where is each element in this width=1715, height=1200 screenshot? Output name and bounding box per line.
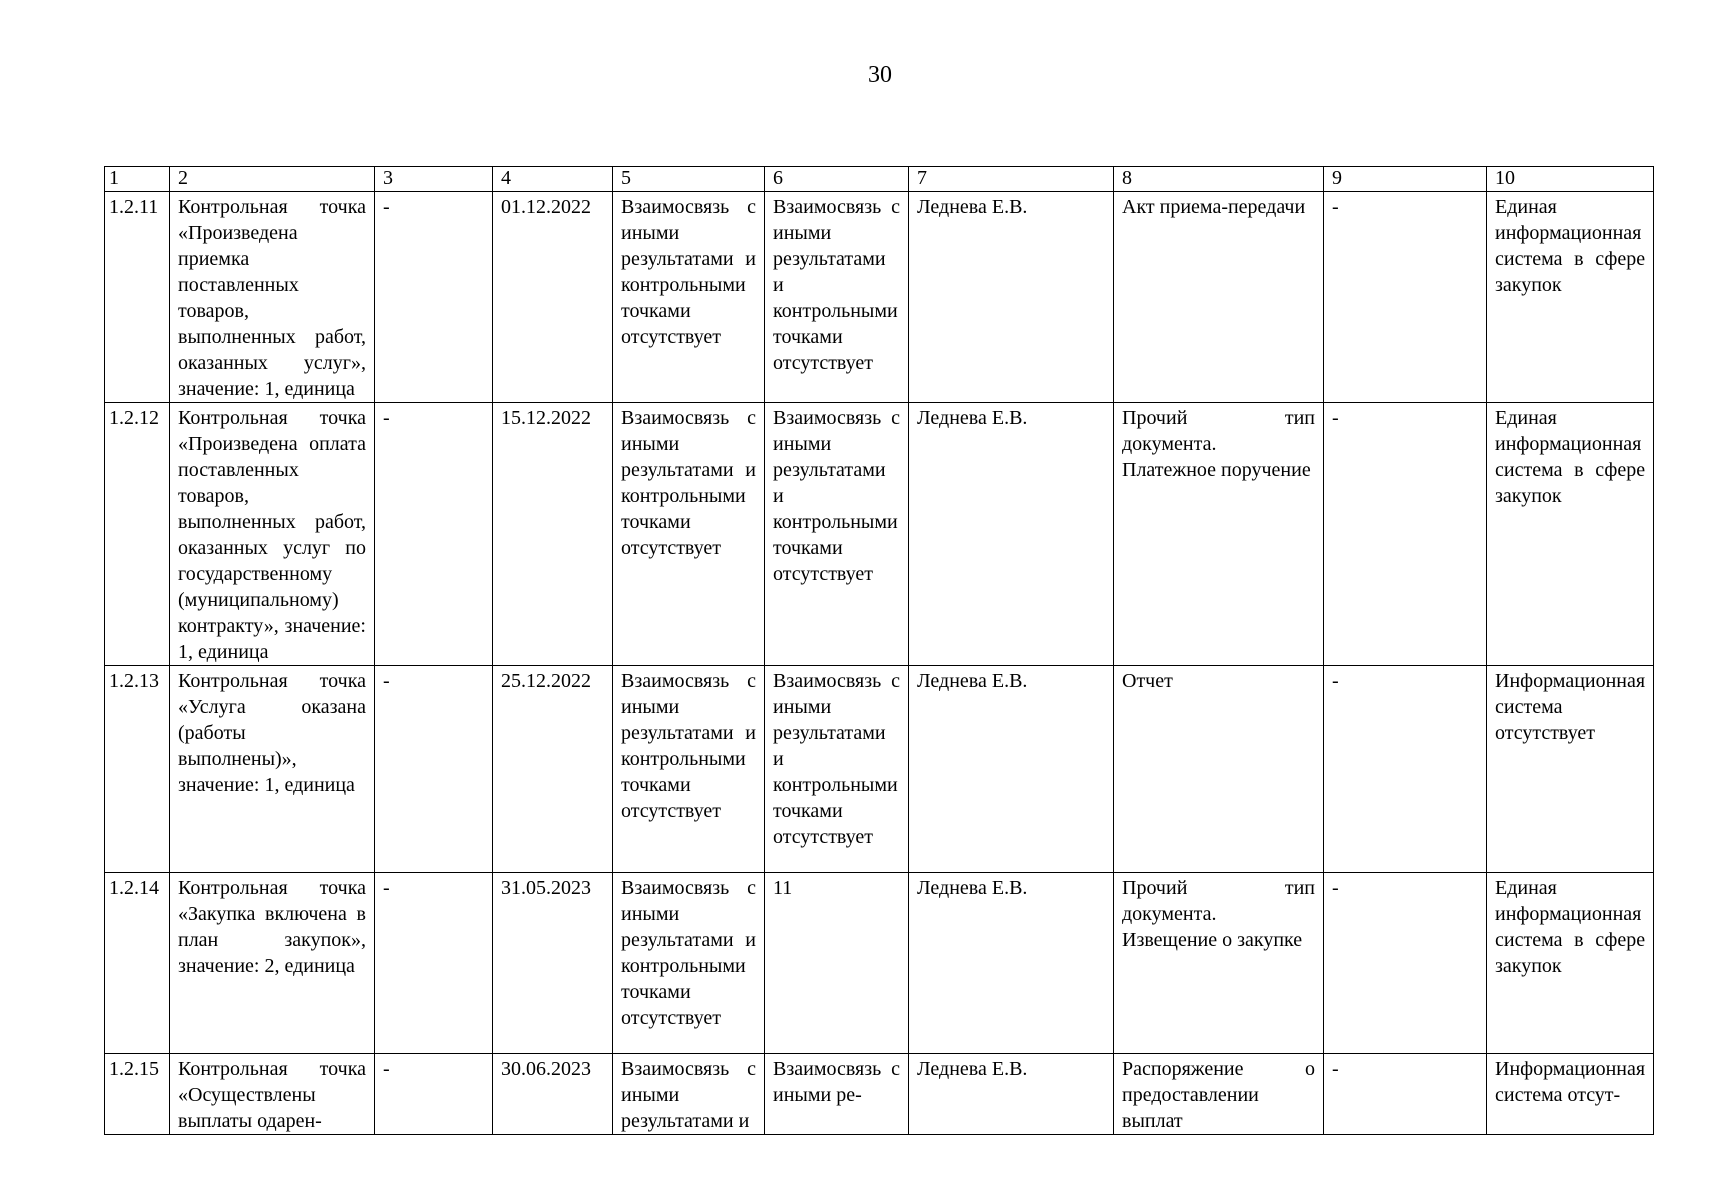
page-number: 30 <box>868 62 892 88</box>
information-system: Информационная система отсут- <box>1487 1054 1654 1135</box>
relationship-text-2: Взаимосвязь с иными результатами и контрольными точками отсутствует <box>765 192 909 403</box>
relationship-text-2: 11 <box>765 873 909 1054</box>
information-system: Единая информационная система в сфере закупок <box>1487 192 1654 403</box>
relationship-text-2: Взаимосвязь с иными результатами и контрольными точками отсутствует <box>765 403 909 666</box>
deadline-date: 31.05.2023 <box>493 873 613 1054</box>
column-header-4: 4 <box>493 167 613 192</box>
column-header-6: 6 <box>765 167 909 192</box>
relationship-text-2: Взаимосвязь с иными ре- <box>765 1054 909 1135</box>
relationship-text: Взаимосвязь с иными результатами и контрольными точками отсутствует <box>613 873 765 1054</box>
document-type: Акт приема-передачи <box>1114 192 1324 403</box>
event-description: Контрольная точка «Осуществлены выплаты одарен- <box>170 1054 375 1135</box>
column-9-value: - <box>1324 403 1487 666</box>
responsible-person: Леднева Е.В. <box>909 666 1114 873</box>
event-description: Контрольная точка «Произведена оплата поставленных товаров, выполненных работ, оказанных услуг по государственному (муниципальному) контракту», значение: 1, единица <box>170 403 375 666</box>
column-header-1: 1 <box>105 167 170 192</box>
column-9-value: - <box>1324 873 1487 1054</box>
column-3-value: - <box>375 666 493 873</box>
column-9-value: - <box>1324 666 1487 873</box>
column-header-5: 5 <box>613 167 765 192</box>
table-row <box>105 666 1654 873</box>
information-system: Единая информационная система в сфере закупок <box>1487 873 1654 1054</box>
relationship-text: Взаимосвязь с иными результатами и контрольными точками отсутствует <box>613 192 765 403</box>
column-3-value: - <box>375 1054 493 1135</box>
event-description: Контрольная точка «Произведена приемка поставленных товаров, выполненных работ, оказанных услуг», значение: 1, единица <box>170 192 375 403</box>
column-header-10: 10 <box>1487 167 1654 192</box>
column-3-value: - <box>375 873 493 1054</box>
table-row <box>105 192 1654 403</box>
responsible-person: Леднева Е.В. <box>909 403 1114 666</box>
document-type: Распоряжение о предоставлении выплат <box>1114 1054 1324 1135</box>
row-number: 1.2.12 <box>105 403 170 666</box>
deadline-date: 01.12.2022 <box>493 192 613 403</box>
column-header-2: 2 <box>170 167 375 192</box>
responsible-person: Леднева Е.В. <box>909 192 1114 403</box>
document-type: Прочий тип документа. Платежное поручение <box>1114 403 1324 666</box>
relationship-text-2: Взаимосвязь с иными результатами и контрольными точками отсутствует <box>765 666 909 873</box>
deadline-date: 25.12.2022 <box>493 666 613 873</box>
table-row <box>105 1054 1654 1135</box>
column-3-value: - <box>375 192 493 403</box>
table-row <box>105 403 1654 666</box>
column-3-value: - <box>375 403 493 666</box>
relationship-text: Взаимосвязь с иными результатами и контрольными точками отсутствует <box>613 666 765 873</box>
column-9-value: - <box>1324 1054 1487 1135</box>
relationship-text: Взаимосвязь с иными результатами и контрольными точками отсутствует <box>613 403 765 666</box>
column-header-8: 8 <box>1114 167 1324 192</box>
event-description: Контрольная точка «Закупка включена в план закупок», значение: 2, единица <box>170 873 375 1054</box>
plan-table <box>104 166 1654 1135</box>
column-header-9: 9 <box>1324 167 1487 192</box>
document-type: Отчет <box>1114 666 1324 873</box>
relationship-text: Взаимосвязь с иными результатами и <box>613 1054 765 1135</box>
row-number: 1.2.14 <box>105 873 170 1054</box>
table-header-row <box>105 167 1654 192</box>
deadline-date: 30.06.2023 <box>493 1054 613 1135</box>
document-type: Прочий тип документа. Извещение о закупке <box>1114 873 1324 1054</box>
responsible-person: Леднева Е.В. <box>909 1054 1114 1135</box>
event-description: Контрольная точка «Услуга оказана (работы выполнены)», значение: 1, единица <box>170 666 375 873</box>
information-system: Единая информационная система в сфере закупок <box>1487 403 1654 666</box>
column-9-value: - <box>1324 192 1487 403</box>
row-number: 1.2.11 <box>105 192 170 403</box>
deadline-date: 15.12.2022 <box>493 403 613 666</box>
table-row <box>105 873 1654 1054</box>
row-number: 1.2.15 <box>105 1054 170 1135</box>
information-system: Информационная система отсутствует <box>1487 666 1654 873</box>
row-number: 1.2.13 <box>105 666 170 873</box>
responsible-person: Леднева Е.В. <box>909 873 1114 1054</box>
column-header-7: 7 <box>909 167 1114 192</box>
column-header-3: 3 <box>375 167 493 192</box>
